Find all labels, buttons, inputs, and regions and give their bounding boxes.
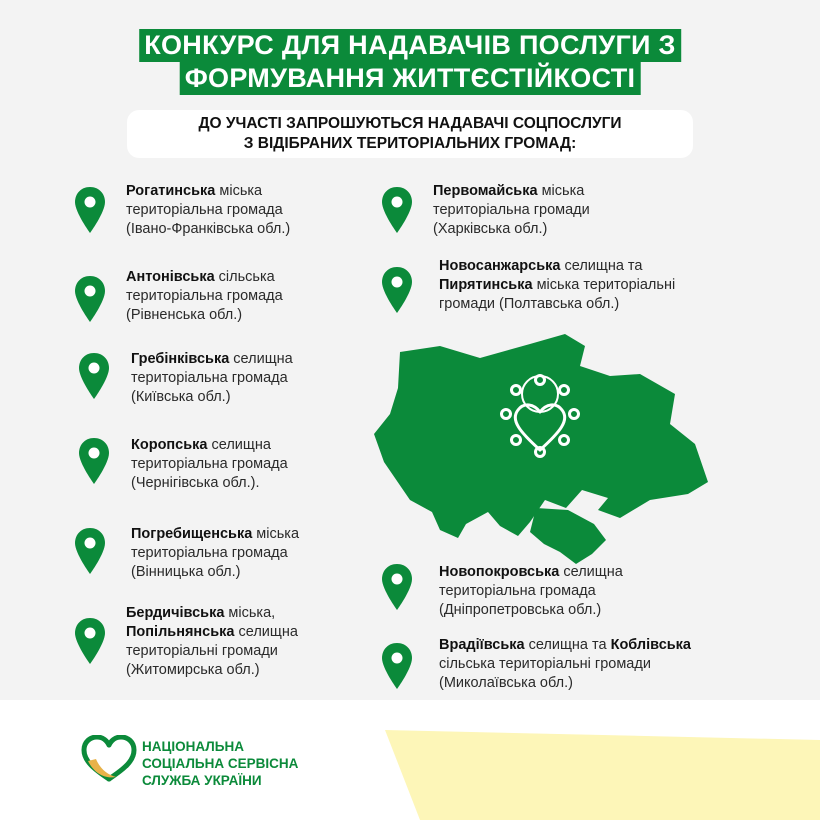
community-type: міська — [215, 183, 263, 199]
community-region: (Житомирська обл.) — [126, 662, 260, 678]
ukraine-map — [370, 332, 715, 564]
logo-line-3: СЛУЖБА УКРАЇНИ — [142, 773, 262, 788]
location-pin-icon — [380, 186, 414, 234]
community-desc: територіальна громада — [126, 202, 283, 218]
location-pin-icon — [380, 563, 414, 611]
community-name: Погребищенська — [131, 526, 253, 542]
community-region: (Івано-Франківська обл.) — [126, 221, 291, 237]
community-desc: територіальні громади — [126, 643, 278, 659]
community-type: селищна та — [560, 258, 643, 274]
community-desc: територіальна громада — [439, 583, 596, 599]
community-type: селищна — [559, 564, 623, 580]
page-title-line-1: КОНКУРС ДЛЯ НАДАВАЧІВ ПОСЛУГИ З — [139, 29, 681, 62]
location-pin-icon — [73, 186, 107, 234]
community-name-2: Попільнянська — [126, 624, 235, 640]
community-type: міська, — [224, 605, 276, 621]
community-desc: територіальна громада — [131, 370, 288, 386]
list-item-berdychiv — [126, 604, 298, 680]
community-region: (Чернігівська обл.). — [131, 475, 260, 491]
community-region: (Миколаївська обл.) — [439, 675, 573, 691]
community-type: сільська — [214, 269, 275, 285]
list-item-novopokrovka — [439, 563, 623, 620]
location-pin-icon — [73, 275, 107, 323]
community-name: Первомайська — [433, 183, 538, 199]
community-name-2: Коблівська — [610, 637, 691, 653]
logo-text — [142, 738, 298, 789]
page-title-line-2: ФОРМУВАННЯ ЖИТТЄСТІЙКОСТІ — [180, 62, 641, 95]
community-type: селищна — [207, 437, 271, 453]
location-pin-icon — [380, 642, 414, 690]
list-item-vradiivka — [439, 636, 691, 693]
list-item-hrebinka — [131, 350, 293, 407]
community-name: Антонівська — [126, 269, 215, 285]
community-region: (Київська обл.) — [131, 389, 231, 405]
location-pin-icon — [73, 527, 107, 575]
community-desc: територіальна громада — [131, 545, 288, 561]
community-desc: територіальна громада — [126, 288, 283, 304]
subtitle-line-2: З ВІДІБРАНИХ ТЕРИТОРІАЛЬНИХ ГРОМАД: — [243, 135, 577, 152]
community-name: Новосанжарська — [439, 258, 561, 274]
location-pin-icon — [77, 352, 111, 400]
community-type-2: міська територіальні — [532, 277, 676, 293]
subtitle-box — [127, 110, 693, 158]
community-name: Коропська — [131, 437, 208, 453]
community-region: (Харківська обл.) — [433, 221, 548, 237]
list-item-korop — [131, 436, 288, 493]
community-name: Новопокровська — [439, 564, 560, 580]
location-pin-icon — [73, 617, 107, 665]
community-region: (Дніпропетровська обл.) — [439, 602, 602, 618]
community-type: селищна та — [524, 637, 611, 653]
logo-line-2: СОЦІАЛЬНА СЕРВІСНА — [142, 756, 299, 771]
community-name: Гребінківська — [131, 351, 230, 367]
community-type-2: селищна — [234, 624, 298, 640]
community-desc: сільська територіальні громади — [439, 656, 651, 672]
location-pin-icon — [380, 266, 414, 314]
community-name: Рогатинська — [126, 183, 216, 199]
community-type: міська — [537, 183, 585, 199]
list-item-novi-sanzhary — [439, 257, 675, 314]
community-type: міська — [252, 526, 300, 542]
community-desc: територіальна громада — [131, 456, 288, 472]
logo-line-1: НАЦІОНАЛЬНА — [142, 739, 244, 754]
subtitle-line-1: ДО УЧАСТІ ЗАПРОШУЮТЬСЯ НАДАВАЧІ СОЦПОСЛУГИ — [198, 115, 622, 132]
community-name-2: Пирятинська — [439, 277, 533, 293]
list-item-pervomaiskyi — [433, 182, 590, 239]
location-pin-icon — [77, 437, 111, 485]
community-type: селищна — [229, 351, 293, 367]
community-name: Врадіївська — [439, 637, 525, 653]
community-name: Бердичівська — [126, 605, 225, 621]
nsss-logo-icon — [80, 735, 138, 783]
community-region: (Вінницька обл.) — [131, 564, 241, 580]
list-item-pohrebyshche — [131, 525, 299, 582]
community-desc: територіальна громади — [433, 202, 590, 218]
list-item-rohatyn — [126, 182, 290, 239]
list-item-antonivka — [126, 268, 283, 325]
community-region: громади (Полтавська обл.) — [439, 296, 620, 312]
community-region: (Рівненська обл.) — [126, 307, 243, 323]
